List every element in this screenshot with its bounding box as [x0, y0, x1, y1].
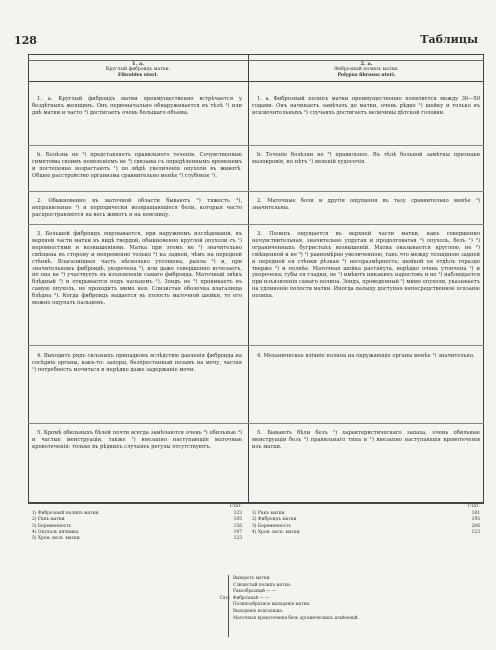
row-1b-left: b. Болѣзнь не ³) представляетъ правильного теченія. Сочувственные симптомы своимъ появленіемъ не ³) связаны съ опредѣленнымъ временемъ и постепенно возрастаютъ ¹) по мѣрѣ увеличенія опухоли въ животѣ. Общее расстройство организма сравнительно менѣе ²) глубокое ¹).: [32, 152, 242, 179]
legend-line: Слизистый полипъ матки.: [233, 581, 292, 587]
summary-label: 2) Ракъ матки: [32, 517, 65, 523]
column-divider: [248, 54, 249, 503]
summary-value: 181: [471, 511, 480, 516]
summary-value: 156: [233, 523, 242, 529]
page-header: Таблицы: [420, 33, 478, 46]
row-3-left: 3. Большой фиброидъ ощупывается, при наружномъ изслѣдованіи, въ верхней части матки въ видѣ твердой, обыкновенно круглой опухоли съ ¹) неровностями и возвышеніями. Матка при этомъ не ²) значительно смѣщена въ сторону и непременно только ³) на задней, чѣмъ на передней стѣнкѣ. Влагалищная часть нѣсколько утолщена, рыхла ³) и, при значительномъ фиброидѣ, укорочена ²), или даже совершенно исчезаетъ, но она не ³) участвуетъ въ изъязвленіи самаго фиброида. Маточный звѣкъ блѣдный ²) и открывается подъ пальцемъ ¹). Зондъ не ³) проникаетъ въ самую опухоль, не проходитъ мимо нея. Слизистая оболочка влагалища блѣдна ²). Когда фиброидъ выдается въ полость маточной шейки, то его можно ощупать пальцемъ.: [32, 231, 242, 307]
column-header-right: [249, 61, 484, 79]
summary-value: 197: [233, 529, 242, 535]
row-2-right: 2. Маточные боли и другія ощущенія въ тазу сравнительно менѣе ²) значительны.: [252, 198, 480, 211]
summary-value: 123: [233, 536, 242, 542]
summary-label: 4) Опухоль яичника: [32, 529, 79, 535]
summary-label: 1) Ракъ матки: [252, 511, 285, 516]
summary-value: 195: [471, 517, 480, 523]
row-2-left: 2. Обыкновенно въ маточной области бываютъ ²) тяжесть ³), неправильные ¹) и періодически возвращающіеся боли, которыя часто распространяются на весь животъ и на поясницу.: [32, 198, 242, 218]
row-4-right: 4. Механическое вліяніе полипа на окружающіе органы менѣе ¹) значительно.: [257, 353, 475, 359]
row-separator: [28, 224, 484, 225]
column-number: 2. a.: [360, 61, 373, 67]
column-latin: Fibroides uteri.: [118, 73, 158, 78]
summary-label: 3) Беременность: [252, 523, 291, 529]
summary-col-header: Стат.: [467, 504, 480, 509]
legend-line: Маточныя кровотеченія безъ органическихъ измѣненій.: [233, 614, 359, 620]
row-separator: [28, 145, 484, 146]
row-1a-right: 1. а. Фиброзный полипъ матки преимущественно появляется между 30—50 годами. Онъ начинаетъ замѣчать до матки, очень рѣдко ¹) шейку и только въ исключительныхъ ²) случаяхъ достигаетъ величины дѣтской головки.: [252, 96, 480, 116]
page-number: 128: [14, 34, 37, 47]
summary-left: [32, 504, 242, 542]
row-5-right: 5. Бываютъ бѣли безъ ¹) характеристическаго запаха, очень обильные менструаціи безъ ²) правильнаго типа и ¹) внезапно наступающія кровотеченія изъ матки.: [252, 430, 480, 450]
legend-row: [176, 582, 376, 589]
summary-label: 5) Хрон. восп. матки: [32, 536, 80, 542]
summary-value: 206: [471, 523, 480, 529]
summary-col-header: Стат.: [229, 504, 242, 509]
column-latin: Polypus fibrosus uteri.: [337, 73, 396, 78]
legend-row: [176, 588, 376, 595]
legend-line: Ракообразный — —: [233, 588, 276, 594]
summary-value: 123: [471, 529, 480, 535]
summary-row: [252, 530, 480, 536]
column-title: Круглый фиброидъ матки.: [105, 67, 171, 72]
summary-label: 3) Беременность: [32, 523, 71, 529]
legend-key: Сатс: [219, 594, 230, 600]
column-title: Фиброзный полипъ матки.: [334, 67, 399, 72]
row-5-left: 5. Кромѣ обильныхъ бѣлей почти всегда замѣчаются очень ³) обильные ³) и частые менструаціи, также ¹) внезапно наступающіе маточные кровотеченія; только въ рѣдкихъ случаяхъ регулы отсутствуютъ.: [32, 430, 242, 450]
row-separator: [28, 423, 484, 424]
legend-line: Выпаденіе влагалища.: [233, 607, 284, 613]
row-3-right: 3. Полипъ ощущается въ верхней части матки, какъ совершенно нечувствительная, значительно упругая и продолговатая ²) опухоль, безъ ¹) ²) ограниченныхъ бугристыхъ возвышеній. Матка оказывается круглою, не ²) смѣщенной и не ³) ¹) равномѣрно увеличенною, такъ что между толщиною задней и передней ея стѣнки рѣзкая ²) несоразмѣрность; шейкой ея отдѣлъ гораздо тверже ²) и полнѣе. Маточная шейка растянута, нерѣдко очень утончена ¹) и укорочена; губы ея гладки, не ¹) имѣютъ никакихъ наростовъ и не ¹) наблюдается при изъязвленія самаго полипа. Зондъ, проведенный ¹) мимо опухоли, указываетъ на удлиненіе полости матки. Иногда палыцу доступно непосредственное осязаніе полипа.: [252, 231, 480, 300]
row-4-left: 4. Выходитъ рядъ сильныхъ припадковъ вслѣдствіе давленія фиброида на сосѣдніе органы, какъ-то: запоры, безпрестанный позывъ на мочу, частая ¹) потребность мочиться и нерѣдко даже задержаніе мочи.: [32, 353, 242, 373]
summary-label: 2) Фиброидъ матки: [252, 517, 297, 523]
summary-right: [252, 504, 480, 536]
row-1a-left: 1. а. Круглый фиброидъ матки преимущественно встрѣчается у бездѣтныхъ женщинъ. Онъ первоначально обнаруживается въ тѣлѣ ¹) или днѣ матки и часто ²) достигаетъ очень большаго объема.: [32, 96, 242, 116]
legend-row: [176, 615, 376, 622]
summary-label: 4) Хрон. восп. матки: [252, 529, 300, 535]
row-separator: [28, 191, 484, 192]
legend-row: [176, 575, 376, 582]
legend-row: [176, 608, 376, 615]
column-number: 1. a.: [132, 61, 144, 67]
legend-line: Выворотъ матки.: [233, 575, 271, 580]
row-1b-right: b. Теченіе болѣзни не ³) правильное. Въ тѣлѣ больной замѣтны признаки малокровія, но нѣтъ ¹) явленій худосочія.: [252, 152, 480, 165]
row-separator: [28, 345, 484, 346]
summary-row: [32, 536, 242, 542]
legend-line: Фиброзный — —: [233, 594, 270, 600]
legend-block: [176, 575, 376, 621]
legend-row: [176, 595, 376, 602]
header-bottom-rule: [28, 81, 484, 82]
legend-line: Полипообразное выпаденіе матки.: [233, 601, 311, 607]
summary-value: 123: [233, 511, 242, 516]
summary-label: 1) Фиброзный полипъ матки: [32, 511, 99, 516]
column-header-left: [28, 61, 248, 79]
summary-value: 195: [233, 517, 242, 523]
legend-row: [176, 601, 376, 608]
